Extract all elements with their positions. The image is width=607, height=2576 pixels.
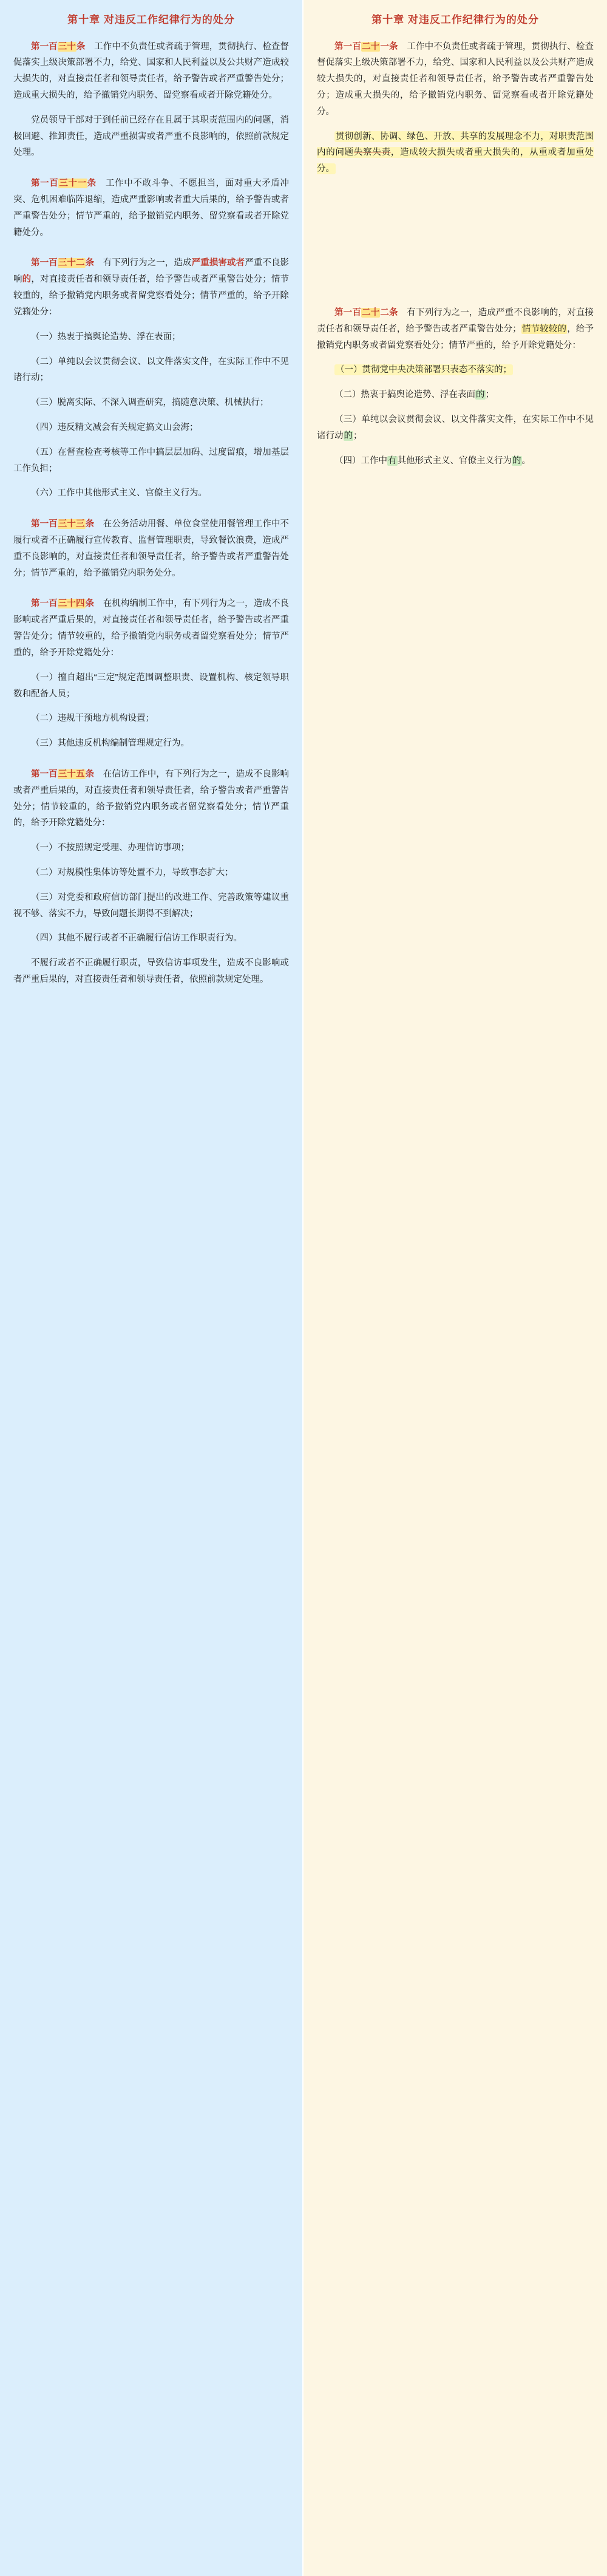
article-number-134: 第一百三十四条 (31, 599, 95, 609)
spacer (13, 590, 289, 596)
paragraph-135-tail: 不履行或者不正确履行职责，导致信访事项发生，造成不良影响或者严重后果的，对直接责任者和领导责任者，依照前款规定处理。 (13, 958, 289, 985)
paragraph-121b (317, 129, 594, 177)
right-column (304, 0, 607, 2576)
paragraph-135-text: 在信访工作中，有下列行为之一，造成不良影响或者严重后果的，对直接责任者和领导责任者，给予警告或者严重警告处分；情节较重的，给予撤销党内职务或者留党察看处分；情节严重的，给予开除党籍处分： (13, 769, 290, 828)
list-item-122-1 (317, 362, 594, 378)
paragraph-130-text: 工作中不负责任或者疏于管理，贯彻执行、检查督促落实上级决策部署不力，给党、国家和人民利益以及公共财产造成较大损失的，对直接责任者和领导责任者，给予警告或者严重警告处分；造成重大损失的，给予撤销党内职务、留党察看或者开除党籍处分。 (13, 41, 290, 100)
spacer (13, 169, 289, 175)
highlighted-fragment: 的 (512, 455, 521, 466)
highlighted-list-item: （一）贯彻党中央决策部署只表态不落实的； (336, 365, 512, 375)
paragraph-134-text: 在机构编制工作中，有下列行为之一，造成不良影响或者严重后果的，对直接责任者和领导责任者，给予警告或者严重警告处分；情节较重的，给予撤销党内职务或者留党察看处分；情节严重的，给予开除党籍处分： (13, 599, 290, 658)
paragraph-133-text: 在公务活动用餐、单位食堂使用餐管理工作中不履行或者不正确履行宣传教育、监督管理职责，导致餐饮浪费，造成严重不良影响的，对直接责任者和领导责任者，给予警告或者严重警告处分；情节严重的，给予撤销党内职务处分。 (13, 519, 290, 578)
spacer (317, 260, 594, 289)
paragraph-134 (13, 596, 289, 661)
list-item-132-2: （二）单纯以会议贯彻会议、以文件落实文件，在实际工作中不见诸行动； (13, 356, 289, 383)
article-number-133: 第一百三十三条 (31, 519, 95, 530)
list-item-132-6: （六）工作中其他形式主义、官僚主义行为。 (31, 488, 207, 499)
list-item-135-1: （一）不按照规定受理、办理信访事项； (31, 843, 189, 853)
paragraph-130 (13, 39, 289, 104)
list-item-122-4: （四）工作中有其他形式主义、官僚主义行为的。 (334, 455, 531, 466)
list-item-122-2: （二）热衷于搞舆论造势、浮在表面的； (334, 390, 494, 400)
left-chapter-title: 第十章 对违反工作纪律行为的处分 (67, 14, 235, 26)
highlighted-fragment: 情节较较的 (521, 324, 567, 334)
highlighted-fragment: 的 (344, 431, 353, 441)
right-chapter-title: 第十章 对违反工作纪律行为的处分 (371, 14, 539, 26)
spacer (317, 186, 594, 202)
spacer (317, 289, 594, 305)
spacer (317, 202, 594, 231)
article-number-135: 第一百三十五条 (31, 769, 95, 779)
emphasis-fragment-2: 的 (22, 274, 32, 285)
list-item-135-4: （四）其他不履行或者不正确履行信访工作职责行为。 (31, 933, 242, 944)
list-item-135-3: （三）对党委和政府信访部门提出的改进工作、完善政策等建议重视不够、落实不力，导致问题长期得不到解决； (13, 892, 289, 919)
list-item-132-4: （四）违反精文减会有关规定搞文山会海； (31, 422, 198, 432)
spacer (13, 510, 289, 516)
article-number-122: 第一百二十二条 (334, 308, 398, 318)
highlighted-fragment: 的 (476, 390, 485, 400)
article-number-121: 第一百二十一条 (334, 41, 398, 52)
paragraph-133 (13, 516, 289, 581)
list-item-134-1: （一）擅自超出“三定”规定范围调整职责、设置机构、核定领导职数和配备人员； (13, 672, 289, 699)
paragraph-121-text: 工作中不负责任或者疏于管理，贯彻执行、检查督促落实上级决策部署不力，给党、国家和人民利益以及公共财产造成较大损失的，对直接责任者和领导责任者，给予警告或者严重警告处分；造成重大损失的，给予撤销党内职务、留党察看或者开除党籍处分。 (317, 41, 594, 117)
list-item-132-1: （一）热衷于搞舆论造势、浮在表面； (31, 332, 181, 342)
spacer (317, 231, 594, 260)
article-number-130: 第一百三十条 (31, 41, 86, 52)
article-number-131: 第一百三十一条 (31, 179, 97, 189)
article-number-132: 第一百三十二条 (31, 258, 95, 268)
paragraph-131 (13, 175, 289, 240)
paragraph-122: 第一百二十二条 有下列行为之一，造成严重不良影响的，对直接责任者和领导责任者，给予警告或者严重警告处分；情节较较的，给予撤销党内职务或者留党察看处分；情节严重的，给予开除党籍处分： (317, 308, 594, 350)
list-item-122-3: （三）单纯以会议贯彻会议、以文件落实文件，在实际工作中不见诸行动的； (317, 415, 594, 441)
paragraph-121 (317, 39, 594, 120)
list-item-134-3: （三）其他违反机构编制管理规定行为。 (31, 738, 189, 749)
list-item-134-2: （二）违规干预地方机构设置； (31, 714, 154, 724)
highlighted-fragment: 有 (388, 455, 397, 466)
highlighted-paragraph: 贯彻创新、协调、绿色、开放、共享的发展理念不力，对职责范围内的问题失察失责，造成较大损失或者重大损失的，从重或者加重处分。 (317, 131, 594, 174)
emphasis-fragment: 严重损害或者 (191, 258, 245, 268)
paragraph-131-text: 工作中不敢斗争、不愿担当，面对重大矛盾冲突、危机困难临阵退缩，造成严重影响或者重大后果的，给予警告或者严重警告处分；情节严重的，给予撤销党内职务、留党察看或者开除党籍处分。 (13, 179, 290, 237)
spacer (13, 760, 289, 766)
paragraph-132: 第一百三十二条 有下列行为之一，造成严重损害或者严重不良影响的，对直接责任者和领导责任者，给予警告或者严重警告处分；情节较重的，给予撤销党内职务或者留党察看处分；情节严重的，给予开除党籍处分： (13, 258, 290, 317)
struck-fragment: 失察失责 (353, 148, 391, 158)
paragraph-130b: 党员领导干部对于到任前已经存在且属于其职责范围内的问题，消极回避、推卸责任，造成严重损害或者严重不良影响的，依照前款规定处理。 (13, 115, 289, 158)
list-item-132-5: （五）在督查检查考核等工作中搞层层加码、过度留痕，增加基层工作负担； (13, 447, 289, 474)
paragraph-135 (13, 766, 289, 831)
spacer (13, 249, 289, 255)
list-item-132-3: （三）脱离实际、不深入调查研究，搞随意决策、机械执行； (31, 398, 269, 408)
list-item-135-2: （二）对规模性集体访等处置不力，导致事态扩大； (31, 868, 234, 877)
